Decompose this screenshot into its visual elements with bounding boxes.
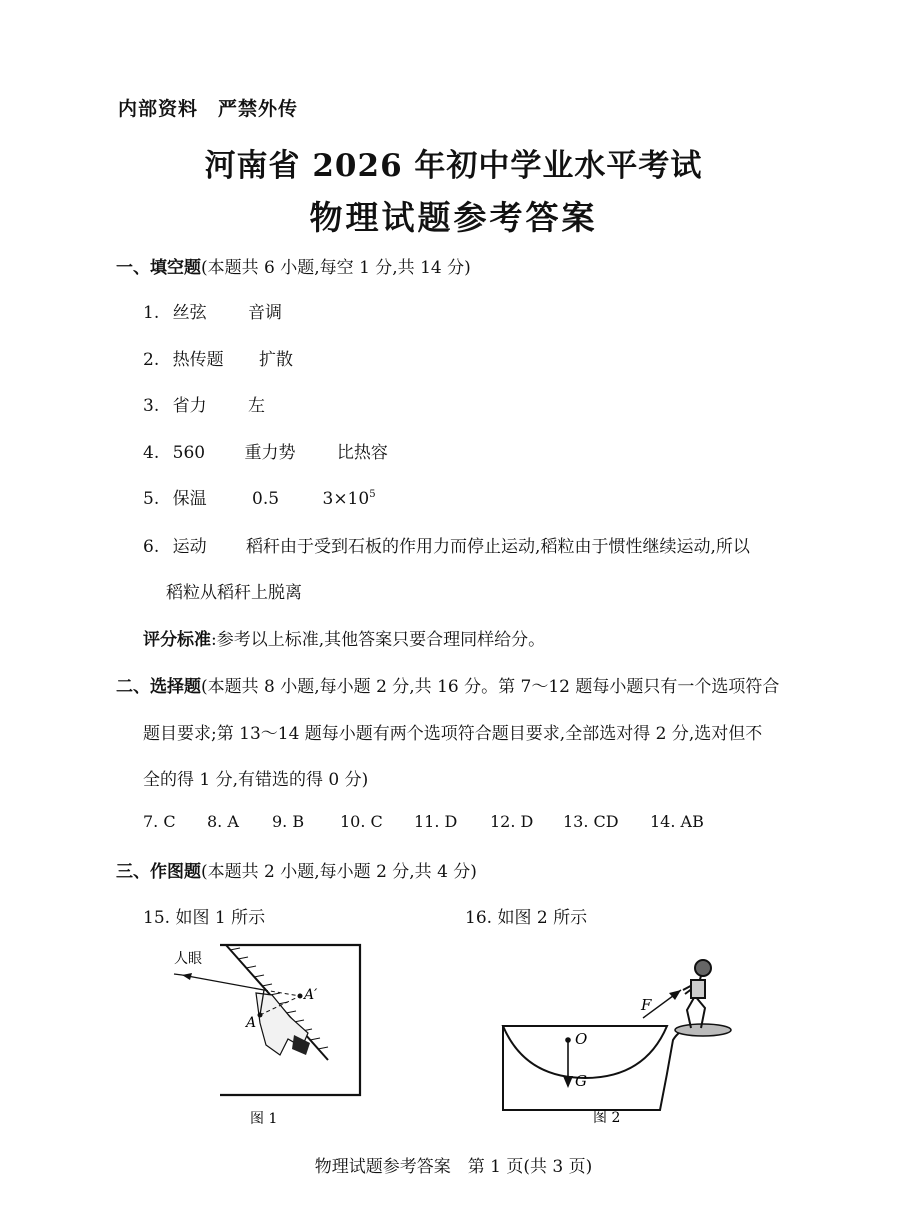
figure1-object-point: [258, 1013, 263, 1018]
q2-answer1: 热传题: [172, 350, 224, 370]
exam-title: 河南省 2026 年初中学业水平考试: [204, 148, 703, 184]
section3-note: (本题共 2 小题,每小题 2 分,共 4 分): [201, 862, 477, 882]
section2-heading-line: [116, 672, 779, 697]
q3-answer2: 左: [248, 396, 266, 416]
figure2-label-g: G: [575, 1072, 587, 1090]
q5-answer3: [323, 489, 376, 509]
q1-answer1: 丝弦: [172, 303, 207, 323]
figure2-wakeboard: [675, 1024, 731, 1036]
scoring-text: :参考以上标准,其他答案只要合理同样给分。: [211, 630, 546, 650]
q5-answer2: 0.5: [252, 489, 280, 509]
q4-num: 4.: [143, 443, 160, 463]
figure2-label-o: O: [575, 1030, 588, 1048]
figure1-mirror-diagram: [160, 935, 380, 1135]
figure1-caption: 图 1: [250, 1111, 278, 1127]
figure1-ray-arrow: [182, 973, 192, 980]
q1-answer2: 音调: [248, 303, 283, 323]
figure2-caption: 图 2: [593, 1110, 621, 1126]
q5-answer1: 保温: [172, 489, 207, 509]
q16-label: 16. 如图 2 所示: [465, 908, 588, 928]
choice-answer: 14. AB: [650, 812, 704, 831]
q5-num: 5.: [143, 489, 160, 509]
q15-label: 15. 如图 1 所示: [143, 908, 266, 928]
figure2-water-skier-diagram: [495, 950, 735, 1135]
section1-heading-line: [116, 253, 471, 278]
figure2-gravity-arrow: [563, 1076, 573, 1088]
confidential-notice: 内部资料 严禁外传: [118, 98, 299, 120]
choice-answer: 8. A: [207, 812, 239, 831]
answer-q6: [143, 532, 750, 557]
figure2-force-f-arrow: [669, 990, 681, 1000]
choice-answer: 9. B: [272, 812, 305, 831]
choice-answer: 12. D: [490, 812, 534, 831]
q4-answer2: 重力势: [244, 443, 296, 463]
answer-q2: [143, 345, 293, 370]
q6-answer1: 运动: [172, 537, 207, 557]
answer-q4: [143, 438, 388, 463]
section2-note-line2: 题目要求;第 13～14 题每小题有两个选项符合题目要求,全部选对得 2 分,选对但不: [143, 724, 763, 744]
figure2-person: [683, 960, 711, 1028]
figure1-ray-tail: [174, 974, 182, 975]
answer-q5: [143, 484, 376, 509]
choice-answer: 11. D: [414, 812, 458, 831]
section2-heading: 二、选择题: [116, 677, 201, 697]
section2-note-line1: (本题共 8 小题,每小题 2 分,共 16 分。第 7～12 题每小题只有一个选项符合: [201, 677, 780, 697]
figure1-label-a: A: [246, 1015, 257, 1031]
q1-num: 1.: [143, 303, 160, 323]
answer-q1: [143, 298, 282, 323]
figure1-eye-label: 人眼: [174, 951, 202, 967]
q6-explanation-line2: 稻粒从稻秆上脱离: [166, 583, 302, 603]
choice-answer: 10. C: [340, 812, 383, 831]
figure1-reflected-ray: [182, 975, 264, 990]
q4-answer3: 比热容: [336, 443, 388, 463]
answer-title: 物理试题参考答案: [309, 198, 598, 237]
choice-answer: 13. CD: [563, 812, 619, 831]
figure1-image-point: [298, 994, 303, 999]
scoring-label: 评分标准: [143, 630, 211, 650]
q4-answer1: 560: [172, 443, 206, 463]
section1-note: (本题共 6 小题,每空 1 分,共 14 分): [201, 258, 471, 278]
figure1-label-a-prime: A′: [304, 987, 318, 1003]
page-footer: 物理试题参考答案 第 1 页(共 3 页): [314, 1157, 593, 1177]
q3-answer1: 省力: [172, 396, 207, 416]
answer-q3: [143, 391, 265, 416]
q6-num: 6.: [143, 537, 160, 557]
q2-answer2: 扩散: [259, 350, 294, 370]
figure2-label-f: F: [641, 996, 652, 1014]
section2-note-line3: 全的得 1 分,有错选的得 0 分): [143, 770, 369, 790]
q5-answer3-base: 3×10: [322, 489, 370, 509]
q2-num: 2.: [143, 350, 160, 370]
section3-heading: 三、作图题: [116, 862, 201, 882]
q3-num: 3.: [143, 396, 160, 416]
q6-explanation-line1: 稻秆由于受到石板的作用力而停止运动,稻粒由于惯性继续运动,所以: [246, 537, 750, 557]
q5-answer3-exponent: 5: [369, 489, 376, 500]
section3-heading-line: [116, 857, 477, 882]
section1-heading: 一、填空题: [116, 258, 201, 278]
choice-answer: 7. C: [143, 812, 176, 831]
scoring-criteria: [143, 625, 545, 650]
